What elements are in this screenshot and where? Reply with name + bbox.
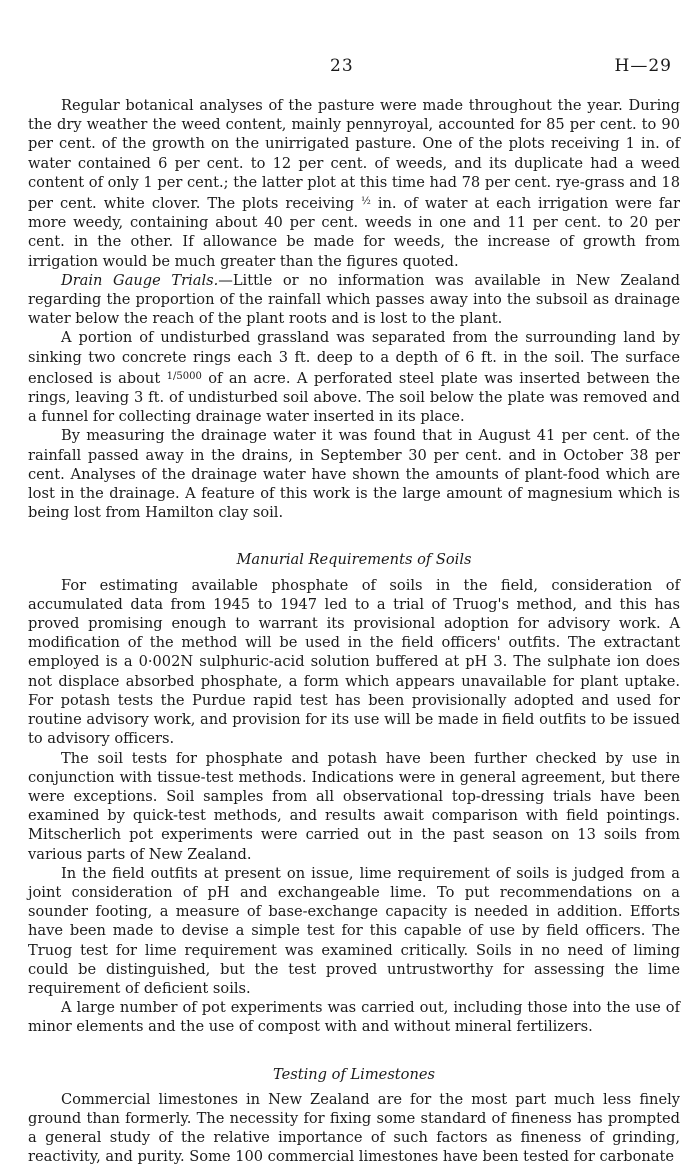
paragraph-manurial-3: In the field outfits at present on issue, lime requirement of soils is judged from a joint consideration of pH and exchangeable lime. To put recommendations on a sounder footing, a measure of base-exchange capacity is needed in addition. Efforts have been made to devise a simple test for this capable of use by field officers. The Truog test for lime requirement was examined critically. Soils in no need of liming could be distinguished, but the test proved untrustworthy for assessing the lime requirement of deficient soils.: [28, 864, 680, 997]
page-number: 23: [330, 56, 354, 76]
section-heading-limestones: Testing of Limestones: [273, 1065, 435, 1083]
fraction-area: 1/5000: [166, 370, 202, 382]
paragraph-manurial-1: For estimating available phosphate of soils in the field, consideration of accumulated data from 1945 to 1947 led to a trial of Truog's method, and this has proved promising enough to warrant its provisional adoption for advisory work. A modification of the method will be used in the field officers' outfits. The extractant employed is a 0·002N sulphuric-acid solution buffered at pH 3. The sulphate ion does not displace absorbed phosphate, a form which appears unavailable for plant uptake. For potash tests the Purdue rapid test has been provisionally adopted and used for routine advisory work, and provision for its use will be made in field outfits to be issued to advisory officers.: [28, 576, 680, 748]
paragraph-limestones-1: Commercial limestones in New Zealand are for the most part much less finely ground than formerly. The necessity for fixing some standard of fineness has prompted a general study of the relative importance of such factors as fineness of grinding, reactivity, and purity. Some 100 commercial limestones have been tested for carbonate: [28, 1090, 680, 1166]
body-text: [28, 96, 680, 1167]
fraction-half: ½: [361, 196, 371, 208]
paragraph-manurial-4: A large number of pot experiments was carried out, including those into the use of minor elements and the use of compost with and without mineral fertilizers.: [28, 999, 680, 1036]
paragraph-grassland: A portion of undisturbed grassland was separated from the surrounding land by sinking two concrete rings each 3 ft. deep to a depth of 6 ft. in the soil. The surface enclosed is about $^{1/5000}$ of an acre. A perforated steel plate was inserted between the rings, leaving 3 ft. of undisturbed soil above. The soil below the plate was removed and a funnel for collecting drainage water inserted in its place.: [28, 329, 681, 426]
section-heading-manurial: Manurial Requirements of Soils: [236, 551, 472, 569]
paragraph-botanical-analyses: Regular botanical analyses of the pasture were made throughout the year. During the dry weather the weed content, mainly pennyroyal, accounted for 85 per cent. to 90 per cent. of the growth on the unirrigated pasture. One of the plots receiving 1 in. of water contained 6 per cent. to 12 per cent. of weeds, and its duplicate had a weed content of only 1 per cent.; the latter plot at this time had 78 per cent. rye-grass and 18 per cent. white clover. The plots receiving $^{\frac{1}{2}}$ in. of water at each irrigation were far more weedy, containing about 40 per cent. weeds in one and 11 per cent. to 20 per cent. in the other. If allowance be made for weeds, the increase of growth from irrigation would be much greater than the figures quoted.: [28, 97, 680, 270]
document-reference: H—29: [614, 56, 672, 76]
paragraph-drainage-measure: By measuring the drainage water it was found that in August 41 per cent. of the rainfall passed away in the drains, in September 30 per cent. and in October 38 per cent. Analyses of the drainage water have shown the amounts of plant-food which are lost in the drainage. A feature of this work is the large amount of magnesium which is being lost from Hamilton clay soil.: [28, 427, 680, 522]
paragraph-drain-gauge: Drain Gauge Trials.—Little or no information was available in New Zealand regarding the proportion of the rainfall which passes away into the subsoil as drainage water below the reach of the plant roots and is lost to the plant.: [28, 271, 680, 328]
drain-gauge-heading: Drain Gauge Trials.: [61, 271, 219, 289]
paragraph-manurial-2: The soil tests for phosphate and potash have been further checked by use in conjunction with tissue-test methods. Indications were in general agreement, but there were exceptions. Soil samples from all observational top-dressing trials have been examined by quick-test methods, and results await comparison with field pointings. Mitscherlich pot experiments were carried out in the past season on 13 soils from various parts of New Zealand.: [28, 749, 680, 863]
